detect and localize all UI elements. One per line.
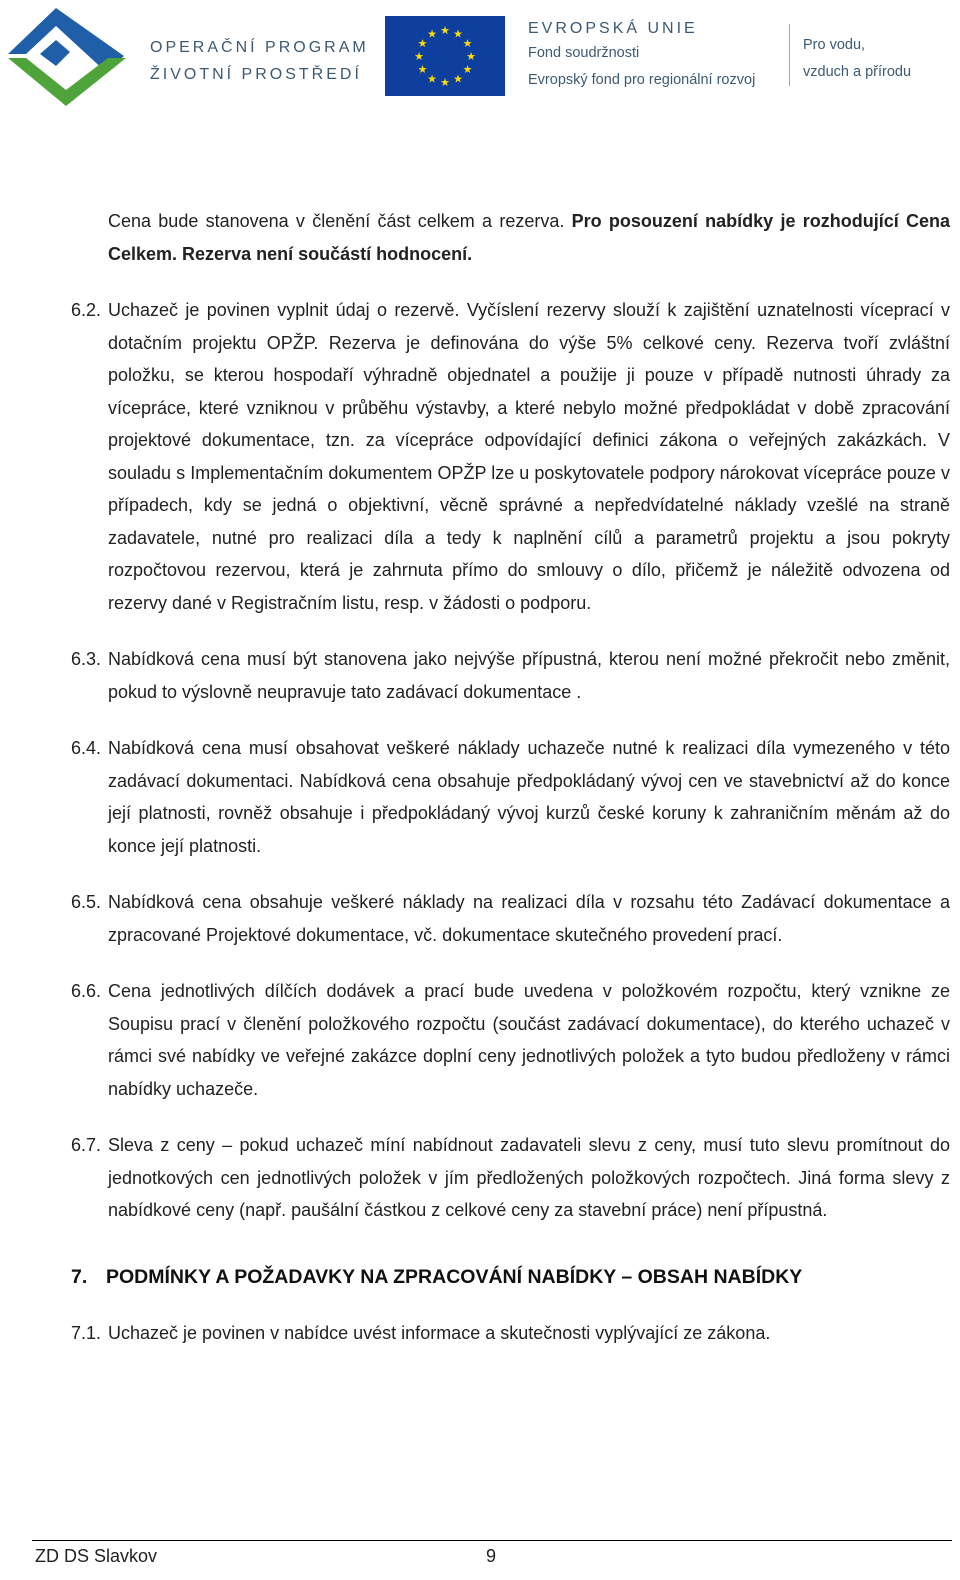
footer-page-number: 9 — [486, 1546, 497, 1566]
paragraph-number: 7.1. — [71, 1322, 102, 1343]
opzp-program-name — [150, 34, 369, 88]
svg-text:★: ★ — [417, 63, 428, 76]
motto-line-1: Pro vodu, — [803, 37, 866, 53]
eu-fund-text — [528, 18, 755, 94]
paragraph-6-1-continuation — [71, 205, 950, 270]
paragraph-number: 6.3. — [71, 649, 102, 669]
paragraph-text: Cena jednotlivých dílčích dodávek a prací bude uvedena v položkovém rozpočtu, který vznikne ze Soupisu prací v členění položkového rozpočtu (součást zadávací dokumentace), do kterého uchazeč v rámci své nabídky ve veřejné zakázce doplní ceny jednotlivých položek a tyto budou předloženy v rámci nabídky uchazeče. — [108, 981, 950, 1099]
paragraph-text: Sleva z ceny – pokud uchazeč míní nabídnout zadavateli slevu z ceny, musí tuto slevu promítnout do jednotkových cen jednotlivých položek v jím předložených položkových rozpočtech. Jiná forma slevy z nabídkové ceny (např. paušální částkou z celkové ceny za stavební práce) není přípustná. — [108, 1135, 950, 1220]
paragraph-number: 6.2. — [71, 300, 102, 320]
svg-text:★: ★ — [440, 24, 450, 37]
svg-text:★: ★ — [466, 50, 476, 63]
paragraph-number: 6.4. — [71, 738, 102, 758]
document-body — [71, 205, 950, 1349]
svg-text:★: ★ — [427, 72, 437, 86]
paragraph-6-5 — [71, 886, 950, 951]
paragraph-6-3 — [71, 643, 950, 708]
paragraph-6-7 — [71, 1129, 950, 1227]
svg-text:★: ★ — [427, 27, 437, 41]
section-number: 7. — [71, 1265, 88, 1288]
svg-text:★: ★ — [462, 37, 473, 50]
opzp-line-1: OPERAČNÍ PROGRAM — [150, 39, 369, 56]
svg-text:★: ★ — [453, 72, 463, 86]
svg-text:★: ★ — [440, 76, 450, 89]
svg-text:★: ★ — [414, 50, 424, 63]
paragraph-6-2 — [71, 294, 950, 619]
eu-flag-icon — [385, 16, 505, 96]
section-heading-7 — [71, 1261, 950, 1293]
eu-title: EVROPSKÁ UNIE — [528, 20, 698, 37]
footer-divider — [32, 1540, 952, 1541]
eu-fund-1: Fond soudržnosti — [528, 45, 640, 61]
opzp-line-2: ŽIVOTNÍ PROSTŘEDÍ — [150, 66, 362, 83]
motto-line-2: vzduch a přírodu — [803, 64, 912, 80]
svg-text:★: ★ — [453, 27, 463, 41]
paragraph-text: Nabídková cena obsahuje veškeré náklady na realizaci díla v rozsahu této Zadávací dokumentace a zpracované Projektové dokumentace, vč. dokumentace skutečného provedení prací. — [108, 892, 950, 945]
opzp-logo — [4, 6, 128, 106]
footer-document-name: ZD DS Slavkov — [35, 1546, 158, 1566]
svg-text:★: ★ — [417, 37, 428, 50]
page-header — [0, 0, 960, 110]
svg-text:★: ★ — [462, 63, 473, 76]
paragraph-text: Uchazeč je povinen v nabídce uvést informace a skutečnosti vyplývající ze zákona. — [108, 1322, 771, 1343]
paragraph-text: Nabídková cena musí obsahovat veškeré náklady uchazeče nutné k realizaci díla vymezeného v této zadávací dokumentaci. Nabídková cena obsahuje předpokládaný vývoj cen ve stavebnictví až do konce její platnosti, rovněž obsahuje i předpokládaný vývoj kurzů české koruny k zahraničním měnám až do konce její platnosti. — [108, 738, 950, 856]
eu-fund-2: Evropský fond pro regionální rozvoj — [528, 72, 756, 88]
paragraph-text: Cena bude stanovena v členění část celkem a rezerva. — [108, 211, 572, 231]
paragraph-6-6 — [71, 975, 950, 1105]
header-divider — [789, 24, 790, 86]
paragraph-6-4 — [71, 732, 950, 862]
paragraph-number: 6.5. — [71, 892, 102, 912]
paragraph-text: Nabídková cena musí být stanovena jako nejvýše přípustná, kterou není možné překročit nebo změnit, pokud to výslovně neupravuje tato zadávací dokumentace . — [108, 649, 950, 702]
paragraph-7-1 — [71, 1317, 950, 1350]
header-motto — [803, 32, 911, 86]
paragraph-number: 6.7. — [71, 1135, 102, 1155]
section-title: PODMÍNKY A POŽADAVKY NA ZPRACOVÁNÍ NABÍDKY – OBSAH NABÍDKY — [106, 1265, 803, 1288]
paragraph-number: 6.6. — [71, 981, 102, 1001]
paragraph-bold-text: Pro posouzení nabídky je rozhodující Cena Celkem. Rezerva není součástí hodnocení. — [108, 211, 950, 264]
paragraph-text: Uchazeč je povinen vyplnit údaj o rezervě. Vyčíslení rezervy slouží k zajištění uznatelnosti víceprací v dotačním projektu OPŽP. Rezerva je definována do výše 5% celkové ceny. Rezerva tvoří zvláštní položku, se kterou hospodaří výhradně objednatel a použije ji pouze v případě nutnosti úhrady za vícepráce, které vzniknou v průběhu výstavby, a které nebylo možné předpokládat v době zpracování projektové dokumentace, tzn. za vícepráce odpovídající definici zákona o veřejných zakázkách. V souladu s Implementačním dokumentem OPŽP lze u poskytovatele podpory nárokovat vícepráce pouze v případech, kdy se jedná o objektivní, věcně správné a nepředvídatelné náklady vzešlé na straně zadavatele, nutné pro realizaci díla a tedy k naplnění cílů a parametrů projektu a jsou pokryty rozpočtovou rezervou, která je zahrnuta přímo do smlouvy o dílo, přičemž je náležitě odvozena od rezervy dané v Registračním listu, resp. v žádosti o podporu. — [108, 300, 950, 613]
